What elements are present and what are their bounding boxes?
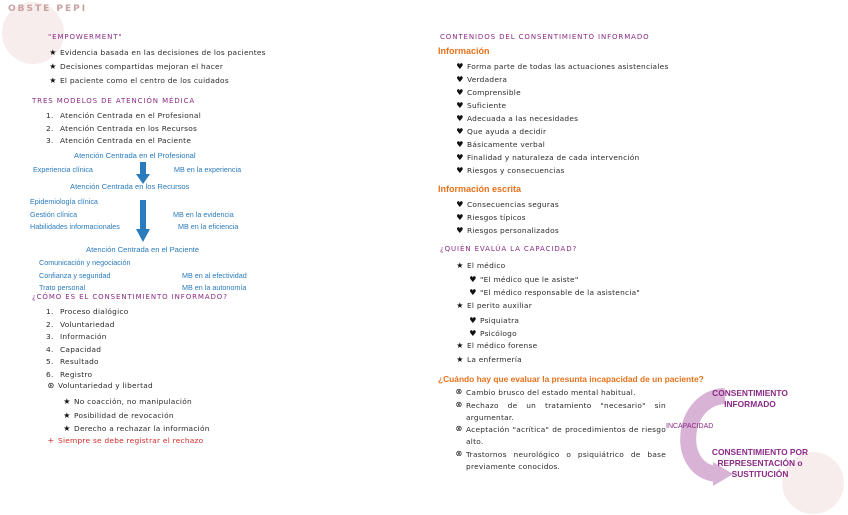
informacion-list (453, 60, 669, 177)
diagram-paciente: Atención Centrada en el Paciente (86, 245, 200, 254)
heart-icon: ♥ (456, 200, 464, 209)
list-item: ♥ Que ayuda a decidir (453, 125, 669, 138)
list-item: ★ Posibilidad de revocación (60, 409, 210, 423)
voluntariedad-item: ⊛ Voluntariedad y libertad (44, 381, 153, 390)
cuando-item-2: ⊗ Rechazo de un tratamiento "necesario" sin argumentar. (452, 400, 666, 424)
list-item: ♥ Comprensible (453, 86, 669, 99)
cuando-title: ¿Cuándo hay que evaluar la presunta incapacidad de un paciente? (438, 374, 704, 384)
cuando-item-3: ⊗ Aceptación "acrítica" de procedimientos de riesgo alto. (452, 424, 666, 448)
empower-list (46, 46, 266, 88)
list-item: 4. Capacidad (46, 344, 102, 354)
diagram-profesional: Atención Centrada en el Profesional (74, 151, 196, 160)
heart-icon: ♥ (469, 275, 477, 284)
diagram-exp-clinica: Experiencia clínica (33, 165, 93, 174)
arrow-down-icon (136, 200, 150, 242)
list-item: ★ Evidencia basada en las decisiones de los pacientes (46, 46, 266, 60)
star-icon: ★ (49, 48, 57, 57)
escrita-title: Información escrita (438, 184, 522, 194)
contenidos-title: CONTENIDOS DEL CONSENTIMIENTO INFORMADO (440, 33, 650, 41)
diagram-mb-efic: MB en la eficiencia (178, 222, 239, 231)
star-icon: ★ (63, 424, 71, 433)
star-icon: ★ (63, 397, 71, 406)
cycle-bottom: CONSENTIMIENTO POR REPRESENTACIÓN o SUSTITUCIÓN (711, 447, 809, 479)
list-item: ♥ Riesgos y consecuencias (453, 164, 669, 177)
star-icon: ★ (49, 76, 57, 85)
star-icon: ★ (456, 355, 464, 364)
modelos-title: TRES MODELOS DE ATENCIÓN MÉDICA (32, 97, 196, 105)
list-item: ★ El paciente como el centro de los cuidados (46, 74, 266, 88)
star-icon: ★ (63, 410, 71, 420)
heart-icon: ♥ (456, 213, 464, 222)
voluntariedad-sub-list (60, 395, 210, 436)
quien-enfermeria: ★ La enfermería (453, 355, 522, 364)
medico-sub-list (466, 273, 640, 299)
heart-icon: ♥ (456, 153, 464, 162)
informacion-title: Información (438, 46, 490, 56)
modelos-list (46, 110, 201, 148)
diagram-mb-efect: MB en al efectividad (182, 271, 247, 280)
list-item: ♥ Finalidad y naturaleza de cada intervención (453, 151, 669, 164)
cuando-item-4: ⊗ Trastornos neurológico o psiquiátrico de base previamente conocidos. (452, 449, 666, 473)
diagram-trato: Trato personal (39, 283, 86, 292)
diagram-habilidades: Habilidades informacionales (30, 222, 120, 231)
list-item: 3. Información (46, 332, 107, 342)
heart-icon: ♥ (456, 114, 464, 123)
list-item: ♥ Básicamente verbal (453, 138, 669, 151)
cuando-item-1: ⊗ Cambio brusco del estado mental habitual. (452, 387, 666, 399)
target-icon: ⊛ (47, 381, 55, 390)
list-item: ♥ Suficiente (453, 99, 669, 112)
list-item: 2. Atención Centrada en los Recursos (46, 123, 198, 133)
diagram-recursos: Atención Centrada en los Recursos (70, 182, 190, 191)
list-item: 5. Resultado (46, 357, 99, 367)
clock-icon: ⊗ (455, 424, 463, 433)
list-item: 6. Registro (46, 369, 93, 379)
como-title: ¿CÓMO ES EL CONSENTIMIENTO INFORMADO? (32, 293, 228, 301)
heart-icon: ♥ (469, 316, 477, 325)
star-icon: ★ (456, 261, 464, 270)
list-item: ♥ Forma parte de todas las actuaciones asistenciales (453, 60, 669, 73)
list-item: ♥ Consecuencias seguras (453, 198, 559, 211)
heart-icon: ♥ (456, 62, 464, 71)
star-icon: ★ (456, 301, 464, 310)
star-icon: ★ (456, 341, 464, 350)
escrita-list (453, 198, 559, 237)
list-item: 1. Proceso dialógico (46, 307, 129, 316)
diagram-mb-exp: MB en la experiencia (174, 165, 242, 174)
heart-icon: ♥ (456, 75, 464, 84)
list-item: ♥ "El médico que le asiste" (466, 273, 640, 286)
list-item: ♥ Psicólogo (466, 327, 519, 340)
como-list (46, 306, 129, 382)
quien-medico: ★ El médico (453, 261, 505, 270)
watermark-text: OBSTE PEPI (8, 4, 88, 14)
cycle-middle: INCAPACIDAD (666, 423, 714, 430)
plus-icon: + (47, 436, 55, 445)
list-item: 1. Atención Centrada en el Profesional (46, 111, 201, 120)
heart-icon: ♥ (456, 166, 464, 175)
heart-icon: ♥ (456, 226, 464, 235)
heart-icon: ♥ (456, 140, 464, 149)
diagram-epidemio: Epidemiología clínica (30, 197, 98, 206)
heart-icon: ♥ (469, 329, 477, 338)
diagram-gestion: Gestión clínica (30, 210, 78, 219)
list-item: 2. Voluntariedad (46, 319, 115, 329)
perito-sub-list (466, 314, 519, 340)
list-item: ♥ Psiquiatra (466, 314, 519, 327)
heart-icon: ♥ (456, 88, 464, 97)
list-item: ♥ Verdadera (453, 73, 669, 86)
star-icon: ★ (49, 62, 57, 71)
clock-icon: ⊗ (455, 449, 463, 458)
heart-icon: ♥ (456, 101, 464, 110)
quien-perito: ★ El perito auxiliar (453, 301, 532, 310)
diagram-mb-evid: MB en la evidencia (173, 210, 234, 219)
list-item: ★ Decisiones compartidas mejoran el hacer (46, 60, 266, 74)
diagram-confianza: Confianza y seguridad (39, 271, 111, 280)
list-item: ★ Derecho a rechazar la información (60, 422, 210, 436)
clock-icon: ⊗ (455, 387, 463, 396)
arrow-down-icon (136, 162, 150, 184)
list-item: ♥ Riesgos personalizados (453, 224, 559, 237)
list-item: ♥ Riesgos típicos (453, 211, 559, 224)
list-item: 3. Atención Centrada en el Paciente (46, 136, 192, 145)
heart-icon: ♥ (469, 288, 477, 297)
quien-title: ¿QUIÉN EVALÚA LA CAPACIDAD? (440, 245, 578, 253)
quien-forense: ★ El médico forense (453, 341, 537, 350)
red-note: + Siempre se debe registrar el rechazo (44, 436, 203, 445)
empower-title: "EMPOWERMENT" (48, 33, 123, 41)
heart-icon: ♥ (456, 127, 464, 136)
list-item: ★ No coacción, no manipulación (60, 395, 210, 409)
diagram-mb-auto: MB en la autonomía (182, 283, 247, 292)
diagram-comunicacion: Comunicación y negociación (39, 258, 131, 267)
list-item: ♥ "El médico responsable de la asistencia" (466, 286, 640, 299)
cycle-top: CONSENTIMIENTO INFORMADO (712, 388, 788, 409)
clock-icon: ⊗ (455, 400, 463, 409)
list-item: ♥ Adecuada a las necesidades (453, 112, 669, 125)
